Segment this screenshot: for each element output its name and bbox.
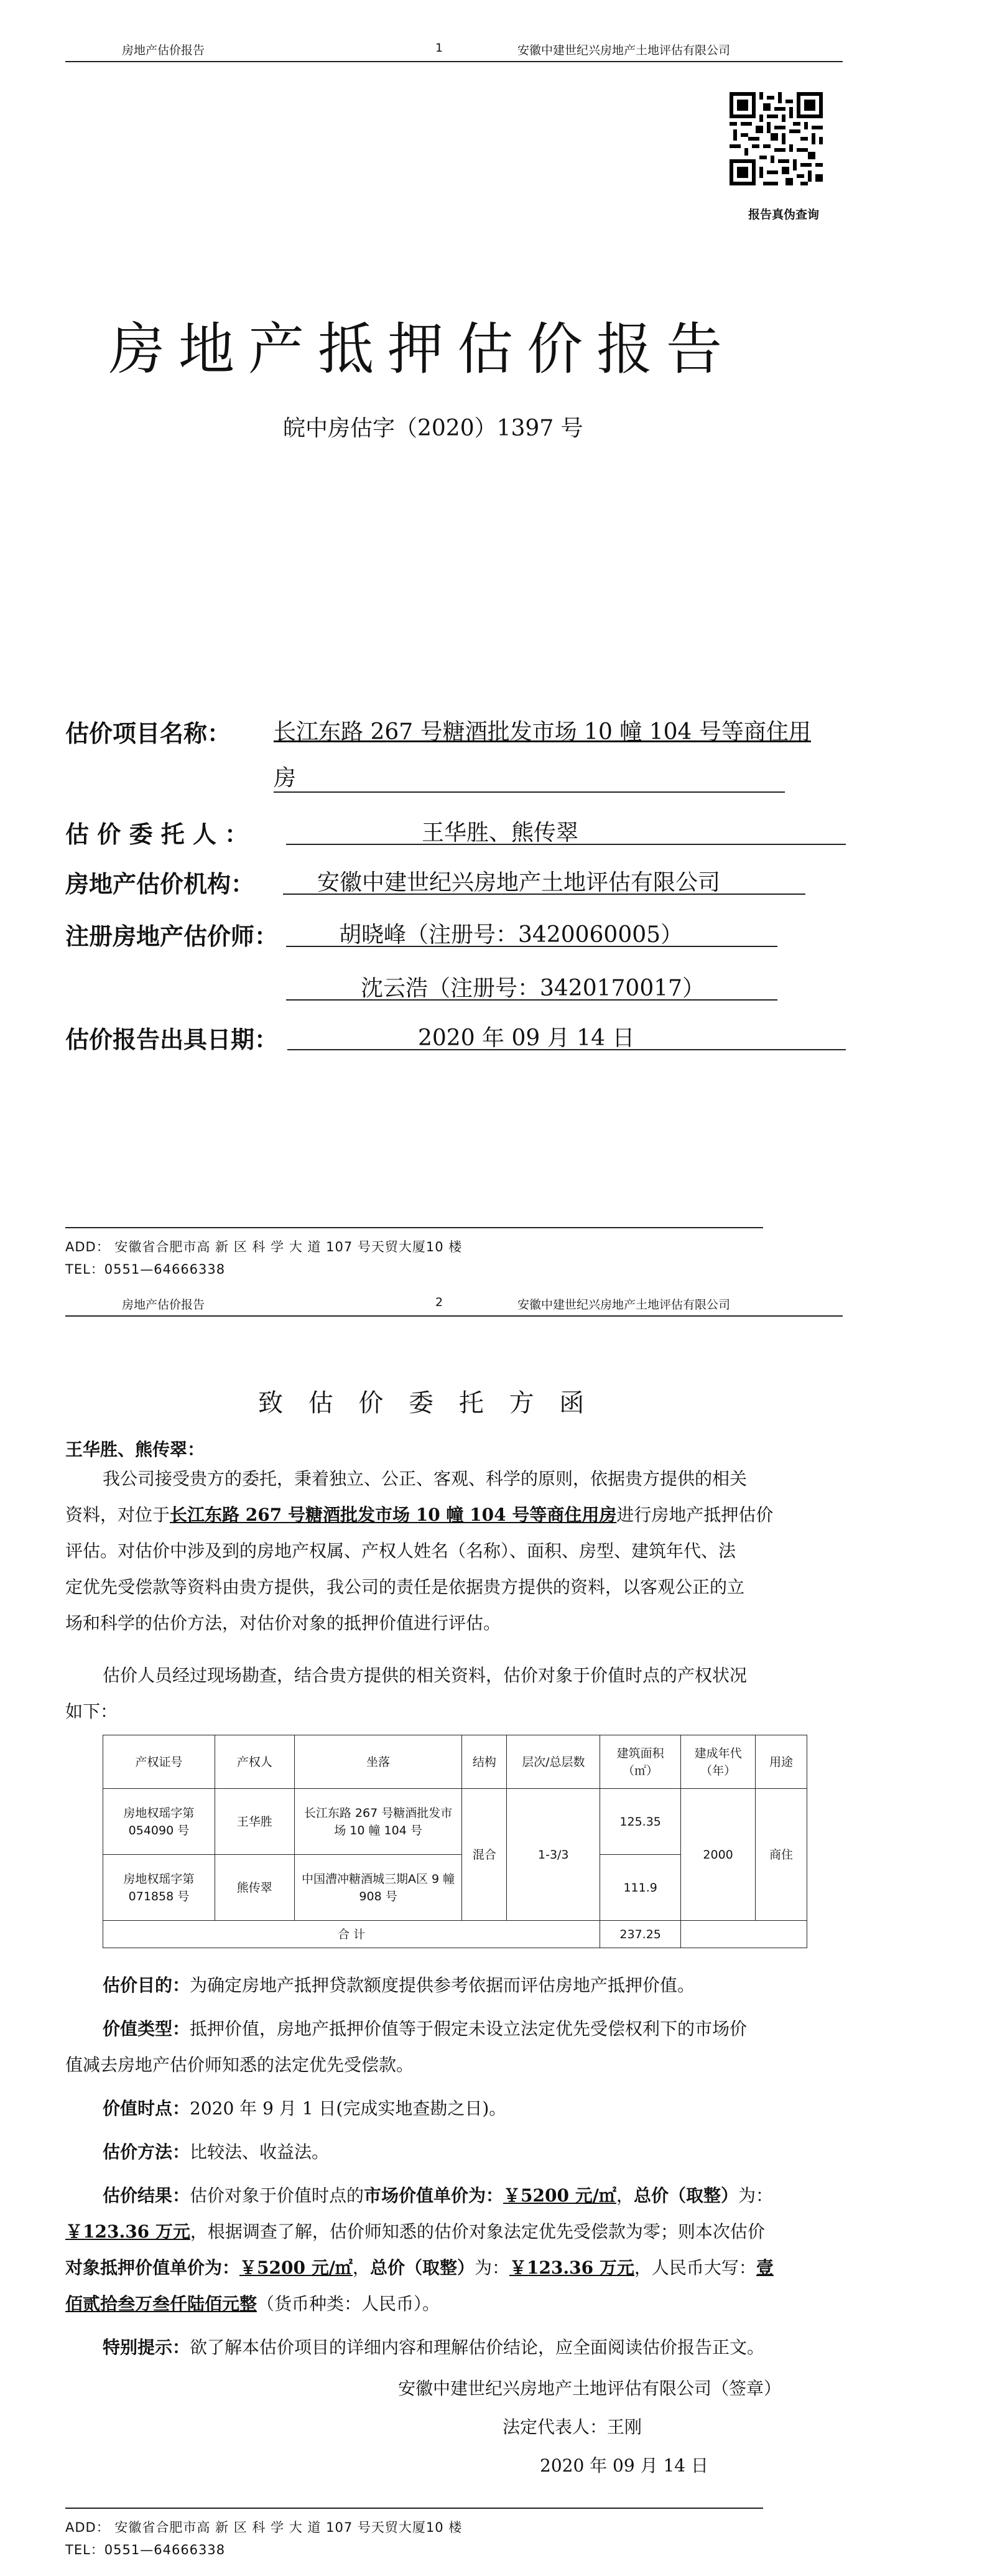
value-date-label: 价值时点： [103,2098,190,2119]
header-rule [65,1315,843,1317]
header-right: 安徽中建世纪兴房地产土地评估有限公司 [517,44,731,57]
table-header: 产权证号 [103,1735,215,1789]
owner: 熊传翠 [215,1855,294,1921]
para2-line2: 如下： [65,1701,118,1722]
cert-number: 房地权瑶字第054090 号 [103,1789,215,1855]
location: 长江东路 267 号糖酒批发市场 10 幢 104 号 [294,1789,462,1855]
result-line2: ￥123.36 万元，根据调查了解，估价师知悉的估价对象法定优先受偿款为零；则本次估价 [65,2221,765,2242]
report-date-value: 2020 年 09 月 14 日 [418,1025,635,1051]
client-value: 王华胜、熊传翠 [422,820,579,846]
table-header: 建成年代（年） [681,1735,756,1789]
project-name-underline [274,791,785,793]
table-header: 层次/总层数 [507,1735,600,1789]
footer-address: ADD： 安徽省合肥市高 新 区 科 学 大 道 107 号天贸大厦10 楼 [65,1239,463,1254]
report-title: 房地产抵押估价报告 [109,317,736,382]
result-line1: 估价结果：估价对象于价值时点的市场价值单价为：￥5200 元/㎡，总价（取整）为： [103,2185,773,2206]
property-table [103,1735,807,1948]
header-rule [65,61,843,62]
total-label: 合 计 [103,1921,600,1948]
header-left: 房地产估价报告 [122,1298,205,1312]
usage: 商住 [756,1789,807,1921]
result-line4: 佰贰拾叁万叁仟陆佰元整（货币种类：人民币）。 [65,2294,440,2314]
signature-date: 2020 年 09 月 14 日 [540,2455,709,2476]
footer-rule [65,2508,763,2509]
table-total-row [103,1921,807,1948]
structure: 混合 [462,1789,507,1921]
qr-code-icon[interactable] [730,92,823,185]
area: 125.35 [600,1789,681,1855]
value-date-line: 价值时点：2020 年 9 月 1 日(完成实地查勘之日)。 [103,2098,507,2119]
report-date-label: 估价报告出具日期： [65,1026,279,1053]
report-date-underline [287,1049,846,1050]
table-header: 结构 [462,1735,507,1789]
project-name-line2: 房 [274,765,297,791]
appraiser-2-underline [286,999,777,1001]
footer-address: ADD： 安徽省合肥市高 新 区 科 学 大 道 107 号天贸大厦10 楼 [65,2520,463,2535]
agency-value: 安徽中建世纪兴房地产土地评估有限公司 [317,870,721,895]
para1-line3: 评估。对估价中涉及到的房地产权属、产权人姓名（名称）、面积、房型、建筑年代、法 [65,1541,736,1561]
appraiser-2: 沈云浩（注册号：3420170017） [361,976,705,1001]
table-header: 建筑面积（㎡） [600,1735,681,1789]
purpose-label: 估价目的： [103,1975,190,1995]
para1-line4: 定优先受偿款等资料由贵方提供，我公司的责任是依据贵方提供的资料，以客观公正的立 [65,1577,745,1597]
agency-underline [283,894,805,895]
location: 中国漕冲糖酒城三期A区 9 幢 908 号 [294,1855,462,1921]
result-line3: 对象抵押价值单价为：￥5200 元/㎡，总价（取整）为：￥123.36 万元，人民币大写：壹 [65,2257,774,2278]
salutation: 王华胜、熊传翠： [65,1439,205,1460]
footer-rule [65,1227,763,1228]
footer-tel: TEL：0551—64666338 [65,1262,226,1277]
agency-label: 房地产估价机构： [65,870,255,898]
floors: 1-3/3 [507,1789,600,1921]
table-row [103,1789,807,1855]
notice-line: 特别提示：欲了解本估价项目的详细内容和理解估价结论，应全面阅读估价报告正文。 [103,2337,765,2358]
method-line: 估价方法：比较法、收益法。 [103,2142,330,2162]
report-number: 皖中房估字（2020）1397 号 [283,416,583,441]
appraiser-1: 胡晓峰（注册号：3420060005） [339,922,683,948]
header-right: 安徽中建世纪兴房地产土地评估有限公司 [517,1298,731,1312]
appraiser-label: 注册房地产估价师： [65,923,279,950]
table-header: 坐落 [294,1735,462,1789]
para1-line1: 我公司接受贵方的委托，秉着独立、公正、客观、科学的原则，依据贵方提供的相关 [103,1468,748,1489]
cert-number: 房地权瑶字第071858 号 [103,1855,215,1921]
client-underline [286,844,846,845]
signature-company: 安徽中建世纪兴房地产土地评估有限公司（签章） [398,2378,782,2399]
owner: 王华胜 [215,1789,294,1855]
table-header: 产权人 [215,1735,294,1789]
signature-representative: 法定代表人：王刚 [503,2417,642,2437]
total-empty [681,1921,807,1948]
table-header-row [103,1735,807,1789]
notice-label: 特别提示： [103,2337,190,2358]
header-page-number: 1 [435,41,443,55]
letter-title: 致 估 价 委 托 方 函 [258,1389,593,1417]
built-year: 2000 [681,1789,756,1921]
result-label: 估价结果： [103,2185,190,2206]
header-page-number: 2 [435,1295,443,1309]
para2-line1: 估价人员经过现场勘查，结合贵方提供的相关资料，估价对象于价值时点的产权状况 [103,1665,748,1686]
para1-line2: 资料，对位于长江东路 267 号糖酒批发市场 10 幢 104 号等商住用房进行房地产抵押估价 [65,1505,774,1525]
area: 111.9 [600,1855,681,1921]
method-label: 估价方法： [103,2142,190,2162]
qr-caption: 报告真伪查询 [748,208,820,222]
total-area: 237.25 [600,1921,681,1948]
value-type-line2: 值减去房地产估价师知悉的法定优先受偿款。 [65,2055,414,2075]
value-type-line1: 价值类型：抵押价值，房地产抵押价值等于假定未设立法定优先受偿权利下的市场价 [103,2018,748,2039]
para1-line5: 场和科学的估价方法，对估价对象的抵押价值进行评估。 [65,1613,501,1633]
value-type-label: 价值类型： [103,2018,190,2039]
project-name-label: 估价项目名称： [65,720,231,747]
client-label: 估 价 委 托 人 ： [65,821,249,848]
header-left: 房地产估价报告 [122,44,205,57]
purpose-line: 估价目的：为确定房地产抵押贷款额度提供参考依据而评估房地产抵押价值。 [103,1975,695,1995]
property-address: 长江东路 267 号糖酒批发市场 10 幢 104 号等商住用房 [170,1505,617,1525]
table-header: 用途 [756,1735,807,1789]
footer-tel: TEL：0551—64666338 [65,2542,226,2557]
appraiser-1-underline [286,946,777,947]
project-name-line1: 长江东路 267 号糖酒批发市场 10 幢 104 号等商住用 [274,719,811,745]
